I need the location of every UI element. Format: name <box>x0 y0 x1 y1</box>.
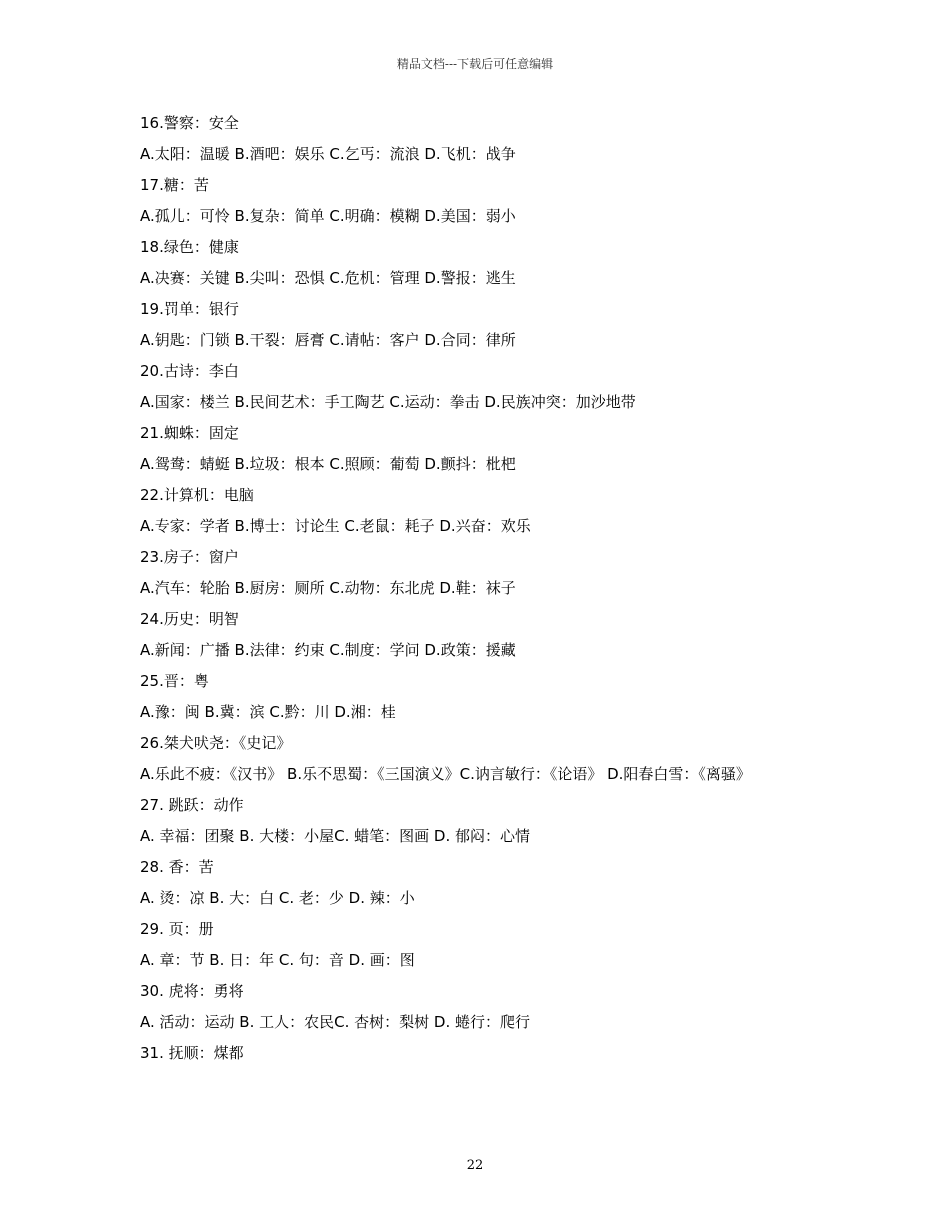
question-30: 30. 虎将：勇将 <box>140 982 244 1000</box>
options-24: A.新闻：广播 B.法律：约束 C.制度：学问 D.政策：援藏 <box>140 641 516 659</box>
options-16: A.太阳：温暖 B.酒吧：娱乐 C.乞丐：流浪 D.飞机：战争 <box>140 145 516 163</box>
question-23: 23.房子：窗户 <box>140 548 239 566</box>
options-25: A.豫：闽 B.冀：滨 C.黔：川 D.湘：桂 <box>140 703 396 721</box>
question-21: 21.蜘蛛：固定 <box>140 424 239 442</box>
question-29: 29. 页：册 <box>140 920 214 938</box>
question-27: 27. 跳跃：动作 <box>140 796 244 814</box>
options-21: A.鸳鸯：蜻蜓 B.垃圾：根本 C.照顾：葡萄 D.颤抖：枇杷 <box>140 455 516 473</box>
options-29: A. 章：节 B. 日：年 C. 句：音 D. 画：图 <box>140 951 415 969</box>
question-25: 25.晋：粤 <box>140 672 209 690</box>
page-number: 22 <box>466 1158 484 1173</box>
options-20: A.国家：楼兰 B.民间艺术：手工陶艺 C.运动：拳击 D.民族冲突：加沙地带 <box>140 393 636 411</box>
question-22: 22.计算机：电脑 <box>140 486 254 504</box>
question-18: 18.绿色：健康 <box>140 238 239 256</box>
question-28: 28. 香：苦 <box>140 858 214 876</box>
options-17: A.孤儿：可怜 B.复杂：简单 C.明确：模糊 D.美国：弱小 <box>140 207 516 225</box>
options-28: A. 烫：凉 B. 大：白 C. 老：少 D. 辣：小 <box>140 889 415 907</box>
options-23: A.汽车：轮胎 B.厨房：厕所 C.动物：东北虎 D.鞋：袜子 <box>140 579 516 597</box>
question-20: 20.古诗：李白 <box>140 362 239 380</box>
question-31: 31. 抚顺：煤都 <box>140 1044 244 1062</box>
options-19: A.钥匙：门锁 B.干裂：唇膏 C.请帖：客户 D.合同：律所 <box>140 331 516 349</box>
question-17: 17.糖：苦 <box>140 176 209 194</box>
options-22: A.专家：学者 B.博士：讨论生 C.老鼠：耗子 D.兴奋：欢乐 <box>140 517 531 535</box>
question-19: 19.罚单：银行 <box>140 300 239 318</box>
options-27: A. 幸福：团聚 B. 大楼：小屋C. 蜡笔：图画 D. 郁闷：心情 <box>140 827 530 845</box>
question-16: 16.警察：安全 <box>140 114 239 132</box>
question-list <box>140 108 820 1069</box>
question-24: 24.历史：明智 <box>140 610 239 628</box>
options-30: A. 活动：运动 B. 工人：农民C. 杏树：梨树 D. 蜷行：爬行 <box>140 1013 530 1031</box>
page-header: 精品文档---下载后可任意编辑 <box>396 57 554 71</box>
options-18: A.决赛：关键 B.尖叫：恐惧 C.危机：管理 D.警报：逃生 <box>140 269 516 287</box>
question-26: 26.桀犬吠尧：《史记》 <box>140 734 292 752</box>
options-26: A.乐此不疲：《汉书》 B.乐不思蜀：《三国演义》C.讷言敏行：《论语》 D.阳春白雪：《离骚》 <box>140 765 751 783</box>
